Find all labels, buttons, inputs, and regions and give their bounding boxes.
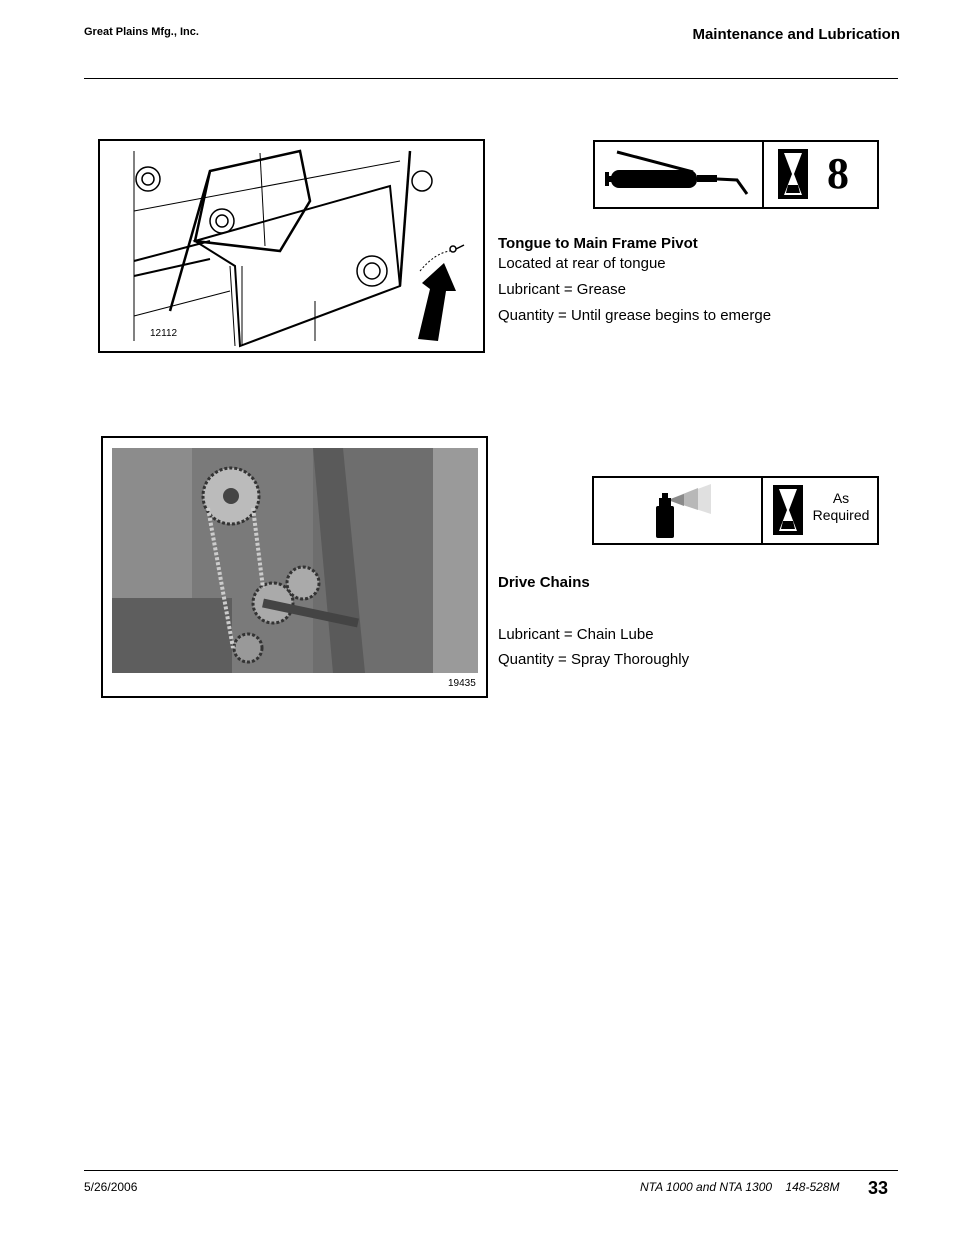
footer-model	[640, 1180, 839, 1194]
item-location: Located at rear of tongue	[498, 255, 666, 272]
figure-drive-chains	[101, 436, 488, 698]
interval-line-1: As	[832, 490, 850, 506]
arrow-icon	[418, 263, 456, 341]
interval-line-2: Required	[812, 507, 870, 523]
item-title-drive-chains: Drive Chains	[498, 574, 590, 591]
spray-can-icon	[596, 478, 756, 543]
section-title: Maintenance and Lubrication	[692, 26, 900, 43]
header-rule	[84, 78, 898, 79]
item-lubricant: Lubricant = Chain Lube	[498, 626, 654, 643]
page-number: 33	[868, 1178, 889, 1198]
hourglass-icon	[773, 485, 805, 537]
drive-chains-photo	[103, 438, 486, 696]
item-lubricant: Lubricant = Grease	[498, 281, 626, 298]
interval-text	[806, 490, 876, 524]
company-name: Great Plains Mfg., Inc.	[84, 26, 199, 38]
grease-gun-icon	[597, 142, 757, 207]
footer-date: 5/26/2006	[84, 1180, 138, 1194]
interval-hours: 8	[827, 149, 849, 198]
item-quantity: Quantity = Until grease begins to emerge	[498, 307, 772, 324]
badge-divider	[761, 478, 763, 543]
figure-number: 12112	[150, 328, 178, 339]
item-title-tongue-pivot: Tongue to Main Frame Pivot	[498, 235, 698, 252]
part-number: 148-528M	[785, 1180, 840, 1194]
footer-rule	[84, 1170, 898, 1171]
figure-number: 19435	[448, 678, 476, 689]
model-name: NTA 1000 and NTA 1300	[640, 1180, 773, 1194]
badge-divider	[762, 142, 764, 207]
lubrication-badge-tongue-pivot	[593, 140, 879, 209]
lubrication-badge-drive-chains	[592, 476, 879, 545]
figure-tongue-pivot	[98, 139, 485, 353]
tongue-pivot-illustration	[100, 141, 483, 351]
item-quantity: Quantity = Spray Thoroughly	[498, 651, 690, 668]
hourglass-icon	[778, 149, 810, 201]
